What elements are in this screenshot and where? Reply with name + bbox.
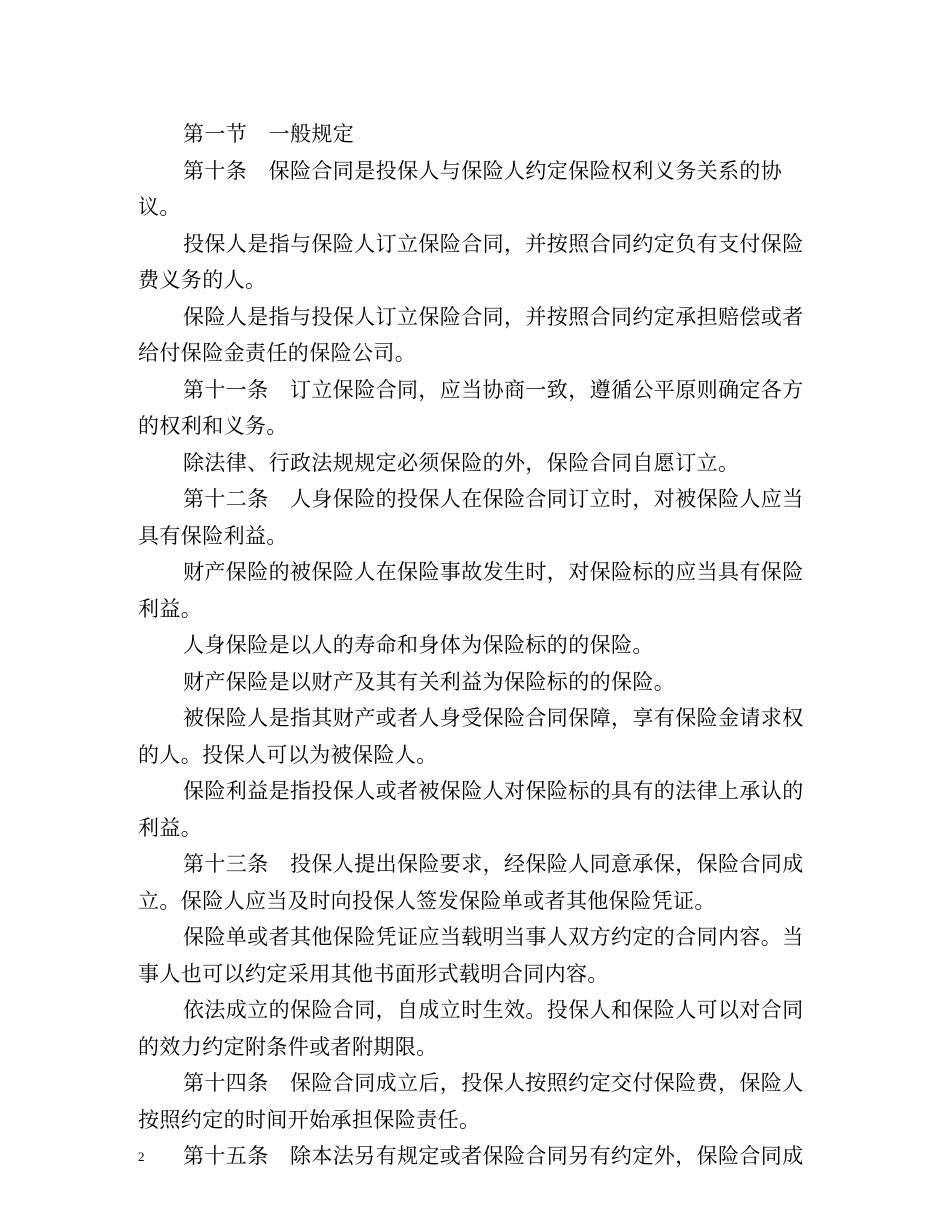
- paragraph-article-15: 第十五条 除本法另有规定或者保险合同另有约定外，保险合同成: [183, 1144, 804, 1168]
- page-number: 2: [138, 1149, 145, 1164]
- paragraph-contract-effectiveness: 依法成立的保险合同，自成立时生效。投保人和保险人可以对合同的效力约定附条件或者附期限。: [138, 998, 804, 1059]
- paragraph-life-insurance-definition: 人身保险是以人的寿命和身体为保险标的的保险。: [183, 633, 654, 657]
- paragraph-article-11: 第十一条 订立保险合同，应当协商一致，遵循公平原则确定各方的权利和义务。: [138, 377, 804, 438]
- paragraph-property-insurance-definition: 财产保险是以财产及其有关利益为保险标的的保险。: [183, 669, 676, 694]
- paragraph-insurable-interest-definition: 保险利益是指投保人或者被保险人对保险标的具有的法律上承认的利益。: [138, 779, 804, 840]
- paragraph-voluntary-contract: 除法律、行政法规规定必须保险的外，保险合同自愿订立。: [183, 450, 740, 475]
- paragraph-property-interest: 财产保险的被保险人在保险事故发生时，对保险标的应当具有保险利益。: [138, 560, 804, 621]
- paragraph-insured-definition: 被保险人是指其财产或者人身受保险合同保障，享有保险金请求权的人。投保人可以为被保险人。: [138, 706, 804, 767]
- paragraph-article-10: 第十条 保险合同是投保人与保险人约定保险权利义务关系的协议。: [138, 158, 783, 219]
- paragraph-article-12: 第十二条 人身保险的投保人在保险合同订立时，对被保险人应当具有保险利益。: [138, 487, 804, 548]
- document-body: [138, 116, 818, 1175]
- paragraph-policy-contents: 保险单或者其他保险凭证应当载明当事人双方约定的合同内容。当事人也可以约定采用其他书面形式载明合同内容。: [138, 925, 804, 986]
- section-heading: 第一节 一般规定: [183, 122, 355, 146]
- paragraph-policyholder-definition: 投保人是指与保险人订立保险合同，并按照合同约定负有支付保险费义务的人。: [138, 231, 804, 292]
- paragraph-article-13: 第十三条 投保人提出保险要求，经保险人同意承保，保险合同成立。保险人应当及时向投保人签发保险单或者其他保险凭证。: [138, 852, 804, 913]
- paragraph-article-14: 第十四条 保险合同成立后，投保人按照约定交付保险费，保险人按照约定的时间开始承担保险责任。: [138, 1071, 804, 1132]
- paragraph-insurer-definition: 保险人是指与投保人订立保险合同，并按照合同约定承担赔偿或者给付保险金责任的保险公司。: [138, 304, 804, 365]
